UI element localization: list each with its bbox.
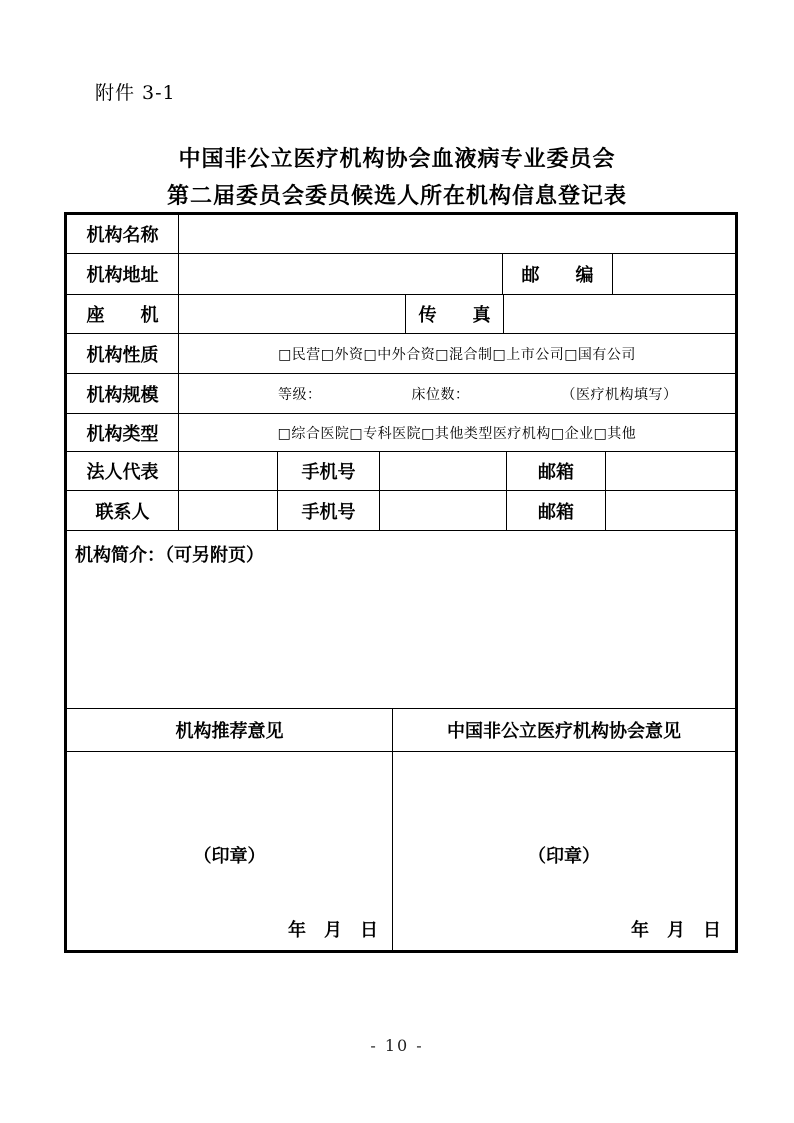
row-institution-type: [67, 413, 735, 451]
grade-label[interactable]: 等级：: [278, 386, 322, 403]
cell-association-opinion[interactable]: [392, 752, 735, 950]
field-postal-code[interactable]: [612, 254, 735, 294]
beds-label[interactable]: 床位数：: [411, 386, 470, 403]
field-legal-rep-mobile[interactable]: [379, 452, 506, 490]
date-line-left: 年 月 日: [288, 920, 378, 941]
field-institution-scale[interactable]: [178, 374, 735, 413]
row-institution-address: [67, 253, 735, 294]
seal-placeholder-left: （印章）: [193, 845, 266, 867]
field-institution-nature-options[interactable]: □民营□外资□中外合资□混合制□上市公司□国有公司: [178, 334, 735, 373]
scale-note: （医疗机构填写）: [561, 386, 678, 403]
label-landline: 座 机: [86, 305, 159, 326]
label-institution-scale: 机构规模: [86, 384, 159, 406]
label-institution-address: 机构地址: [86, 265, 159, 286]
field-institution-type-options[interactable]: □综合医院□专科医院□其他类型医疗机构□企业□其他: [178, 414, 735, 451]
field-legal-rep-email[interactable]: [605, 452, 735, 490]
row-legal-representative: [67, 451, 735, 490]
row-institution-scale: [67, 373, 735, 413]
label-contact-email: 邮箱: [506, 491, 605, 530]
row-institution-nature: [67, 333, 735, 373]
field-institution-address[interactable]: [178, 254, 502, 294]
registration-table: [64, 212, 738, 953]
field-contact-person[interactable]: [178, 491, 277, 530]
label-institution-type: 机构类型: [86, 423, 159, 445]
field-institution-intro[interactable]: 机构简介：（可另附页）: [75, 545, 264, 566]
row-contact-person: [67, 490, 735, 530]
title-line-2: 第二届委员会委员候选人所在机构信息登记表: [166, 183, 627, 209]
header-institution-recommendation: 机构推荐意见: [175, 721, 284, 742]
row-opinion-seals: [67, 751, 735, 950]
attachment-label: 附件 3-1: [95, 82, 176, 104]
label-contact-person: 联系人: [95, 501, 150, 523]
label-institution-nature: 机构性质: [86, 344, 159, 366]
row-institution-intro: [67, 530, 735, 708]
label-legal-rep-mobile: 手机号: [277, 452, 379, 490]
date-line-right: 年 月 日: [631, 920, 721, 941]
field-legal-representative[interactable]: [178, 452, 277, 490]
label-contact-mobile: 手机号: [277, 491, 379, 530]
label-institution-name: 机构名称: [86, 225, 159, 246]
field-fax[interactable]: [503, 295, 735, 333]
title-line-1: 中国非公立医疗机构协会血液病专业委员会: [178, 146, 616, 172]
label-postal-code: 邮 编: [502, 254, 612, 294]
cell-institution-recommendation[interactable]: [67, 752, 392, 950]
label-legal-rep-email: 邮箱: [506, 452, 605, 490]
header-association-opinion: 中国非公立医疗机构协会意见: [392, 709, 735, 751]
page-number: - 10 -: [370, 1036, 424, 1055]
row-opinion-headers: [67, 708, 735, 751]
row-institution-name: [67, 215, 735, 253]
label-fax: 传 真: [405, 295, 503, 333]
label-legal-representative: 法人代表: [86, 462, 159, 483]
seal-placeholder-right: （印章）: [528, 845, 600, 867]
row-landline: [67, 294, 735, 333]
field-institution-name[interactable]: [178, 215, 735, 253]
field-contact-mobile[interactable]: [379, 491, 506, 530]
field-contact-email[interactable]: [605, 491, 735, 530]
field-landline[interactable]: [178, 295, 405, 333]
